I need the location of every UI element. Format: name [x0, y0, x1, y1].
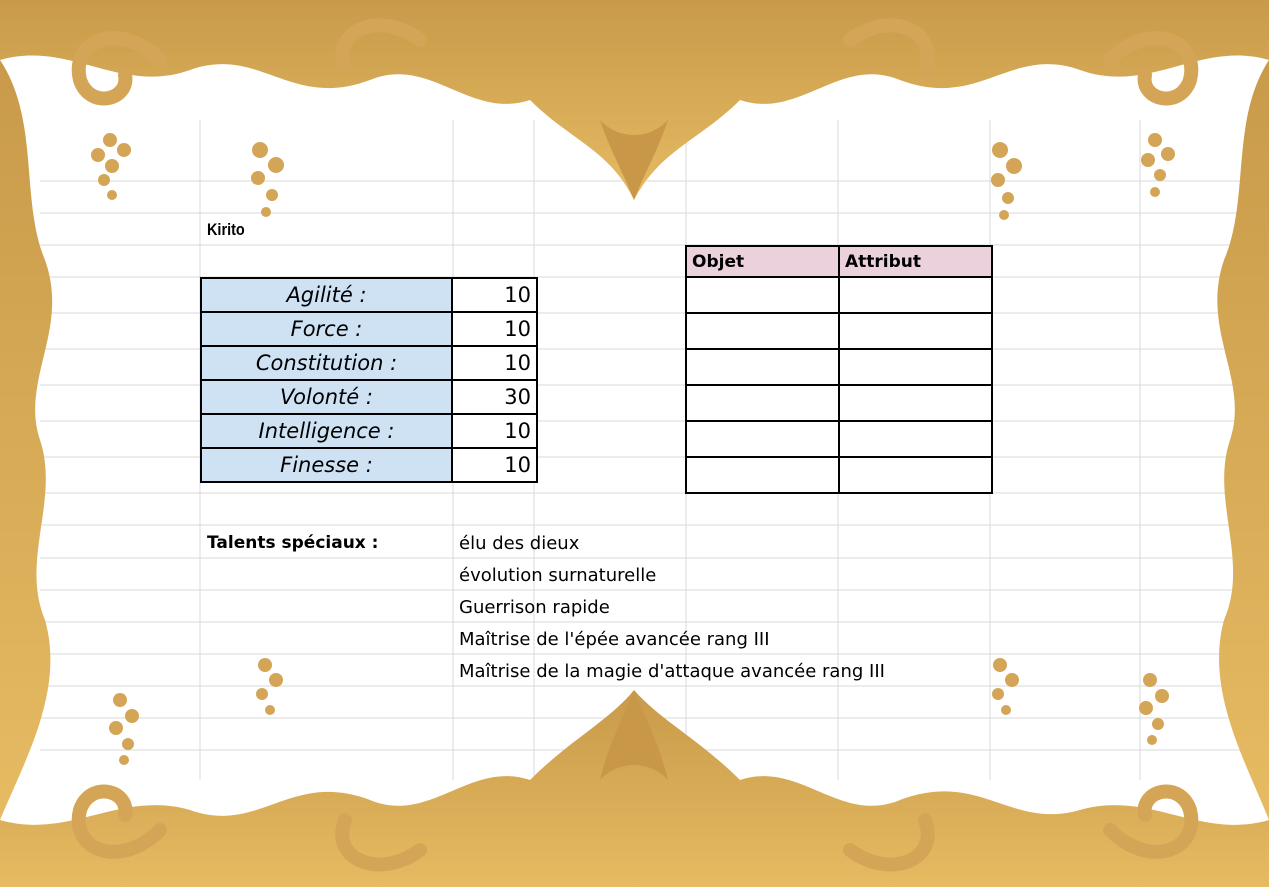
object-cell[interactable]	[686, 349, 839, 385]
inventory-table	[685, 245, 993, 494]
object-cell[interactable]	[686, 385, 839, 421]
talent-item[interactable]: Maîtrise de l'épée avancée rang III	[459, 629, 770, 650]
stat-row	[201, 380, 537, 414]
stat-row	[201, 448, 537, 482]
stat-label[interactable]: Force :	[201, 312, 452, 346]
stat-value[interactable]: 10	[452, 312, 537, 346]
talent-item[interactable]: évolution surnaturelle	[459, 565, 657, 586]
stat-value[interactable]: 10	[452, 278, 537, 312]
stat-value[interactable]: 10	[452, 448, 537, 482]
inventory-row	[686, 457, 992, 493]
talent-item[interactable]: Maîtrise de la magie d'attaque avancée rang III	[459, 661, 885, 682]
inventory-row	[686, 421, 992, 457]
attribute-cell[interactable]	[839, 349, 992, 385]
inventory-row	[686, 349, 992, 385]
talents-label: Talents spéciaux :	[207, 533, 379, 553]
character-name: Kirito	[207, 220, 245, 239]
object-cell[interactable]	[686, 313, 839, 349]
stat-row	[201, 414, 537, 448]
stat-label[interactable]: Finesse :	[201, 448, 452, 482]
stat-label[interactable]: Volonté :	[201, 380, 452, 414]
attribute-cell[interactable]	[839, 457, 992, 493]
talent-item[interactable]: élu des dieux	[459, 533, 580, 554]
talent-item[interactable]: Guerrison rapide	[459, 597, 610, 618]
object-cell[interactable]	[686, 457, 839, 493]
stat-label[interactable]: Agilité :	[201, 278, 452, 312]
stat-row	[201, 312, 537, 346]
attribute-cell[interactable]	[839, 385, 992, 421]
inventory-header-row	[686, 246, 992, 277]
stats-table	[200, 277, 538, 483]
stat-row	[201, 278, 537, 312]
stat-value[interactable]: 10	[452, 346, 537, 380]
object-cell[interactable]	[686, 277, 839, 313]
attribute-cell[interactable]	[839, 421, 992, 457]
stat-value[interactable]: 30	[452, 380, 537, 414]
object-column-header[interactable]: Objet	[686, 246, 839, 277]
inventory-row	[686, 313, 992, 349]
attribute-cell[interactable]	[839, 313, 992, 349]
stat-label[interactable]: Constitution :	[201, 346, 452, 380]
stat-value[interactable]: 10	[452, 414, 537, 448]
stat-row	[201, 346, 537, 380]
object-cell[interactable]	[686, 421, 839, 457]
attribute-cell[interactable]	[839, 277, 992, 313]
stat-label[interactable]: Intelligence :	[201, 414, 452, 448]
inventory-row	[686, 277, 992, 313]
inventory-row	[686, 385, 992, 421]
attribute-column-header[interactable]: Attribut	[839, 246, 992, 277]
